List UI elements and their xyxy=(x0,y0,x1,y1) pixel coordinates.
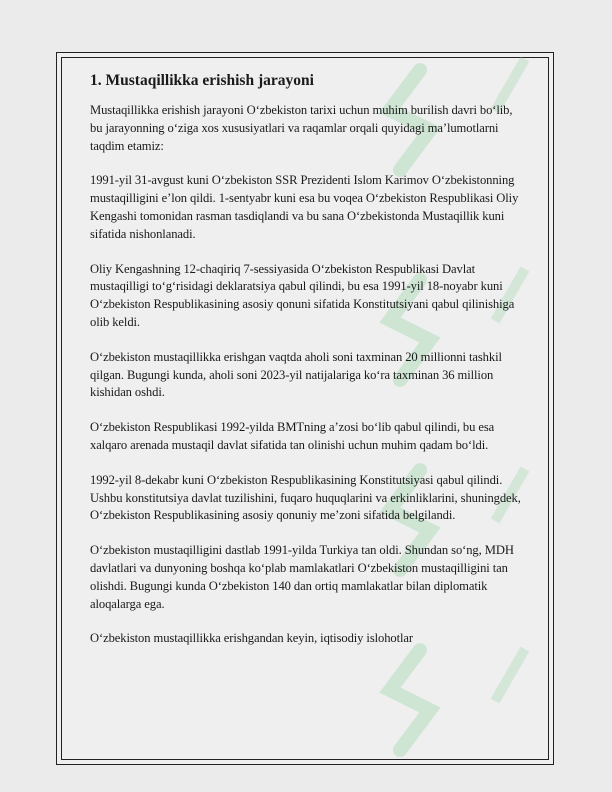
paragraph-recognition: O‘zbekiston mustaqilligini dastlab 1991-yilda Turkiya tan oldi. Shundan so‘ng, MDH davlatlari va dunyoning boshqa ko‘plab mamlakatlari O‘zbekiston mustaqilligini tan olishdi. Bugungi kunda O‘zbekiston 140 dan ortiq mamlakatlar bilan diplomatik aloqalarga ega. xyxy=(90,543,514,611)
paragraph-un-membership: O‘zbekiston Respublikasi 1992-yilda BMTning a’zosi bo‘lib qabul qilindi, bu esa xalqaro arenada mustaqil davlat sifatida tan olinishi uchun muhim qadam bo‘ldi. xyxy=(90,420,495,452)
document-body xyxy=(90,70,526,665)
paragraph-constitution: 1992-yil 8-dekabr kuni O‘zbekiston Respublikasining Konstitutsiyasi qabul qilindi. Ushbu konstitutsiya davlat tuzilishini, fuqaro huquqlarini va erkinliklarini, shuningdek, O‘zbekiston Respublikasining asosiy qonuniy me’zoni sifatida belgilandi. xyxy=(90,472,521,523)
paragraph-supreme-council: Oliy Kengashning 12-chaqiriq 7-sessiyasida O‘zbekiston Respublikasi Davlat mustaqilligi to‘g‘risidagi deklaratsiya qabul qilindi, bu esa 1991-yil 18-noyabr kuni O‘zbekiston Respublikasining asosiy qonuni sifatida Konstitutsiyani qabul qilinishiga olib keldi. xyxy=(90,261,515,329)
paragraph-population: O‘zbekiston mustaqillikka erishgan vaqtda aholi soni taxminan 20 millionni tashkil qilgan. Bugungi kunda, aholi soni 2023-yil natijalariga ko‘ra taxminan 36 million kishidan oshdi. xyxy=(90,349,502,400)
paragraph-declaration: 1991-yil 31-avgust kuni O‘zbekiston SSR Prezidenti Islom Karimov O‘zbekistonning mustaqilligini e’lon qildi. 1-sentyabr kuni esa bu voqea O‘zbekiston Respublikasi Oliy Kengashi tomonidan rasman tasdiqlandi va bu sana O‘zbekistonda Mustaqillik kuni sifatida nishonlanadi. xyxy=(90,173,519,241)
section-heading: 1. Mustaqillikka erishish jarayoni xyxy=(90,72,314,89)
paragraph-intro: Mustaqillikka erishish jarayoni O‘zbekiston tarixi uchun muhim burilish davri bo‘lib, bu jarayonning o‘ziga xos xususiyatlari va raqamlar orqali quyidagi ma’lumotlarni taqdim etamiz: xyxy=(90,103,513,153)
paragraph-reforms: O‘zbekiston mustaqillikka erishgandan keyin, iqtisodiy islohotlar xyxy=(90,631,413,646)
